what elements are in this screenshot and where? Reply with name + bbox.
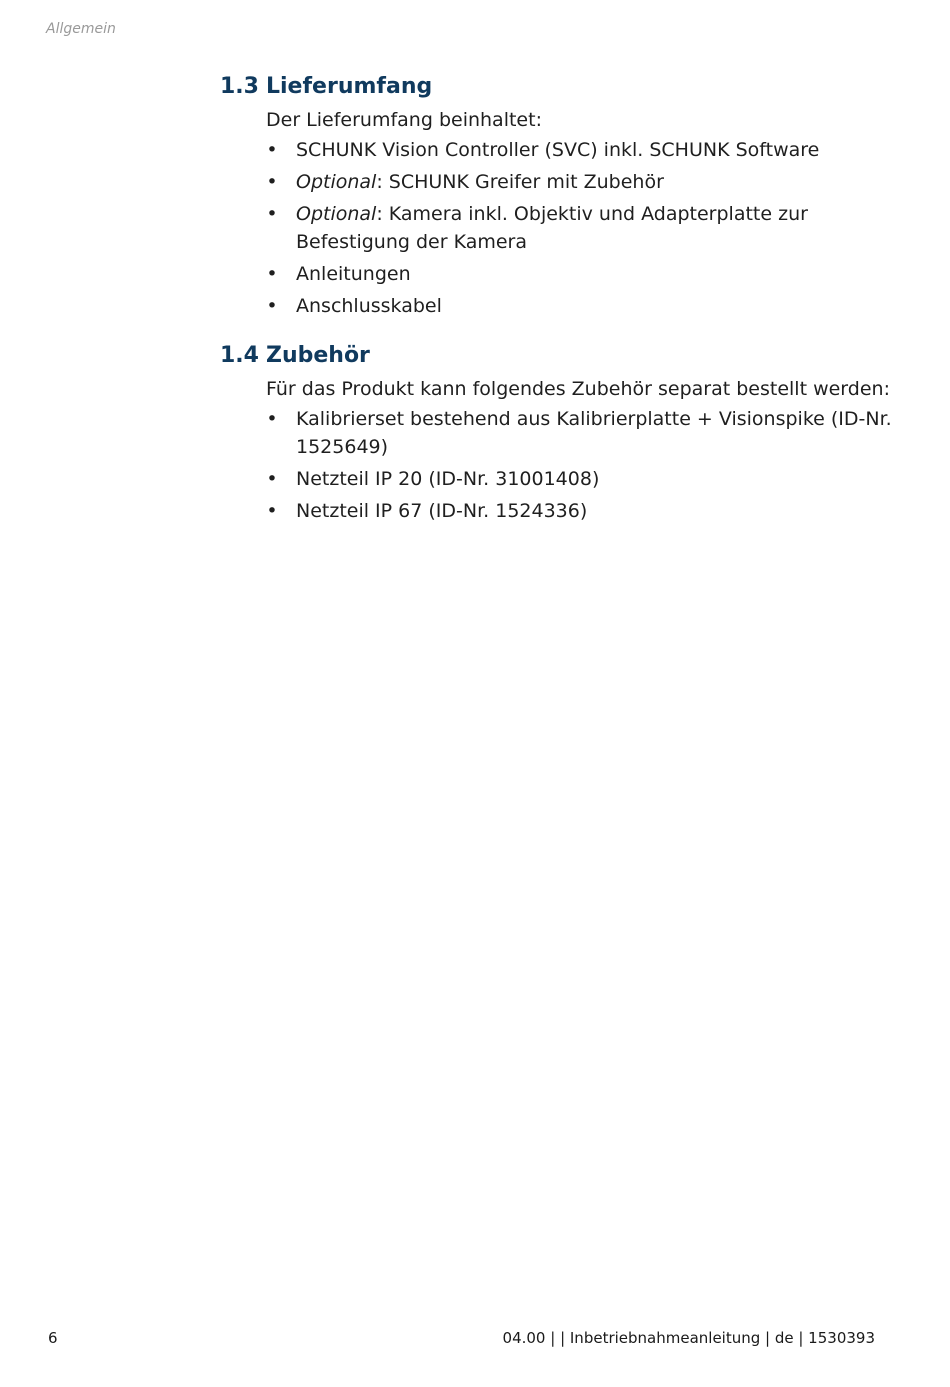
item-prefix: Optional bbox=[296, 203, 377, 225]
list-item bbox=[266, 292, 900, 320]
bullet-icon: • bbox=[266, 500, 278, 522]
section-title: Zubehör bbox=[266, 343, 370, 368]
section-number: 1.3 bbox=[220, 74, 259, 99]
section-heading bbox=[220, 341, 900, 371]
item-text: : Kamera inkl. Objektiv und Adapterplatte zur Befestigung der Kamera bbox=[296, 203, 808, 253]
list-item bbox=[266, 405, 900, 461]
section-intro: Der Lieferumfang beinhaltet: bbox=[266, 109, 542, 131]
list-item bbox=[266, 465, 900, 493]
item-text: Netzteil IP 20 (ID-Nr. 31001408) bbox=[296, 468, 600, 490]
bullet-icon: • bbox=[266, 468, 278, 490]
list-item bbox=[266, 200, 900, 256]
list-item bbox=[266, 497, 900, 525]
section-zubehoer bbox=[220, 341, 900, 529]
list-item bbox=[266, 260, 900, 288]
bullet-icon: • bbox=[266, 171, 278, 193]
list-item bbox=[266, 136, 900, 164]
bullet-icon: • bbox=[266, 203, 278, 225]
item-list bbox=[266, 405, 900, 525]
running-head: Allgemein bbox=[46, 21, 116, 37]
list-item bbox=[266, 168, 900, 196]
bullet-icon: • bbox=[266, 139, 278, 161]
section-title: Lieferumfang bbox=[266, 74, 433, 99]
section-intro: Für das Produkt kann folgendes Zubehör separat bestellt werden: bbox=[266, 378, 890, 400]
item-text: SCHUNK Vision Controller (SVC) inkl. SCHUNK Software bbox=[296, 139, 820, 161]
item-prefix: Optional bbox=[296, 171, 377, 193]
bullet-icon: • bbox=[266, 295, 278, 317]
item-list bbox=[266, 136, 900, 320]
page-number: 6 bbox=[48, 1329, 58, 1347]
bullet-icon: • bbox=[266, 408, 278, 430]
item-text: Netzteil IP 67 (ID-Nr. 1524336) bbox=[296, 500, 588, 522]
item-text: Anleitungen bbox=[296, 263, 411, 285]
item-text: Kalibrierset bestehend aus Kalibrierplatte + Visionspike (ID-Nr. 1525649) bbox=[296, 408, 892, 458]
item-text: : SCHUNK Greifer mit Zubehör bbox=[376, 171, 664, 193]
section-lieferumfang bbox=[220, 72, 900, 324]
bullet-icon: • bbox=[266, 263, 278, 285]
section-heading bbox=[220, 72, 900, 102]
document-info: 04.00 | | Inbetriebnahmeanleitung | de | 1530393 bbox=[502, 1329, 875, 1347]
section-body bbox=[266, 375, 900, 525]
section-number: 1.4 bbox=[220, 343, 259, 368]
section-body bbox=[266, 106, 900, 320]
item-text: Anschlusskabel bbox=[296, 295, 442, 317]
